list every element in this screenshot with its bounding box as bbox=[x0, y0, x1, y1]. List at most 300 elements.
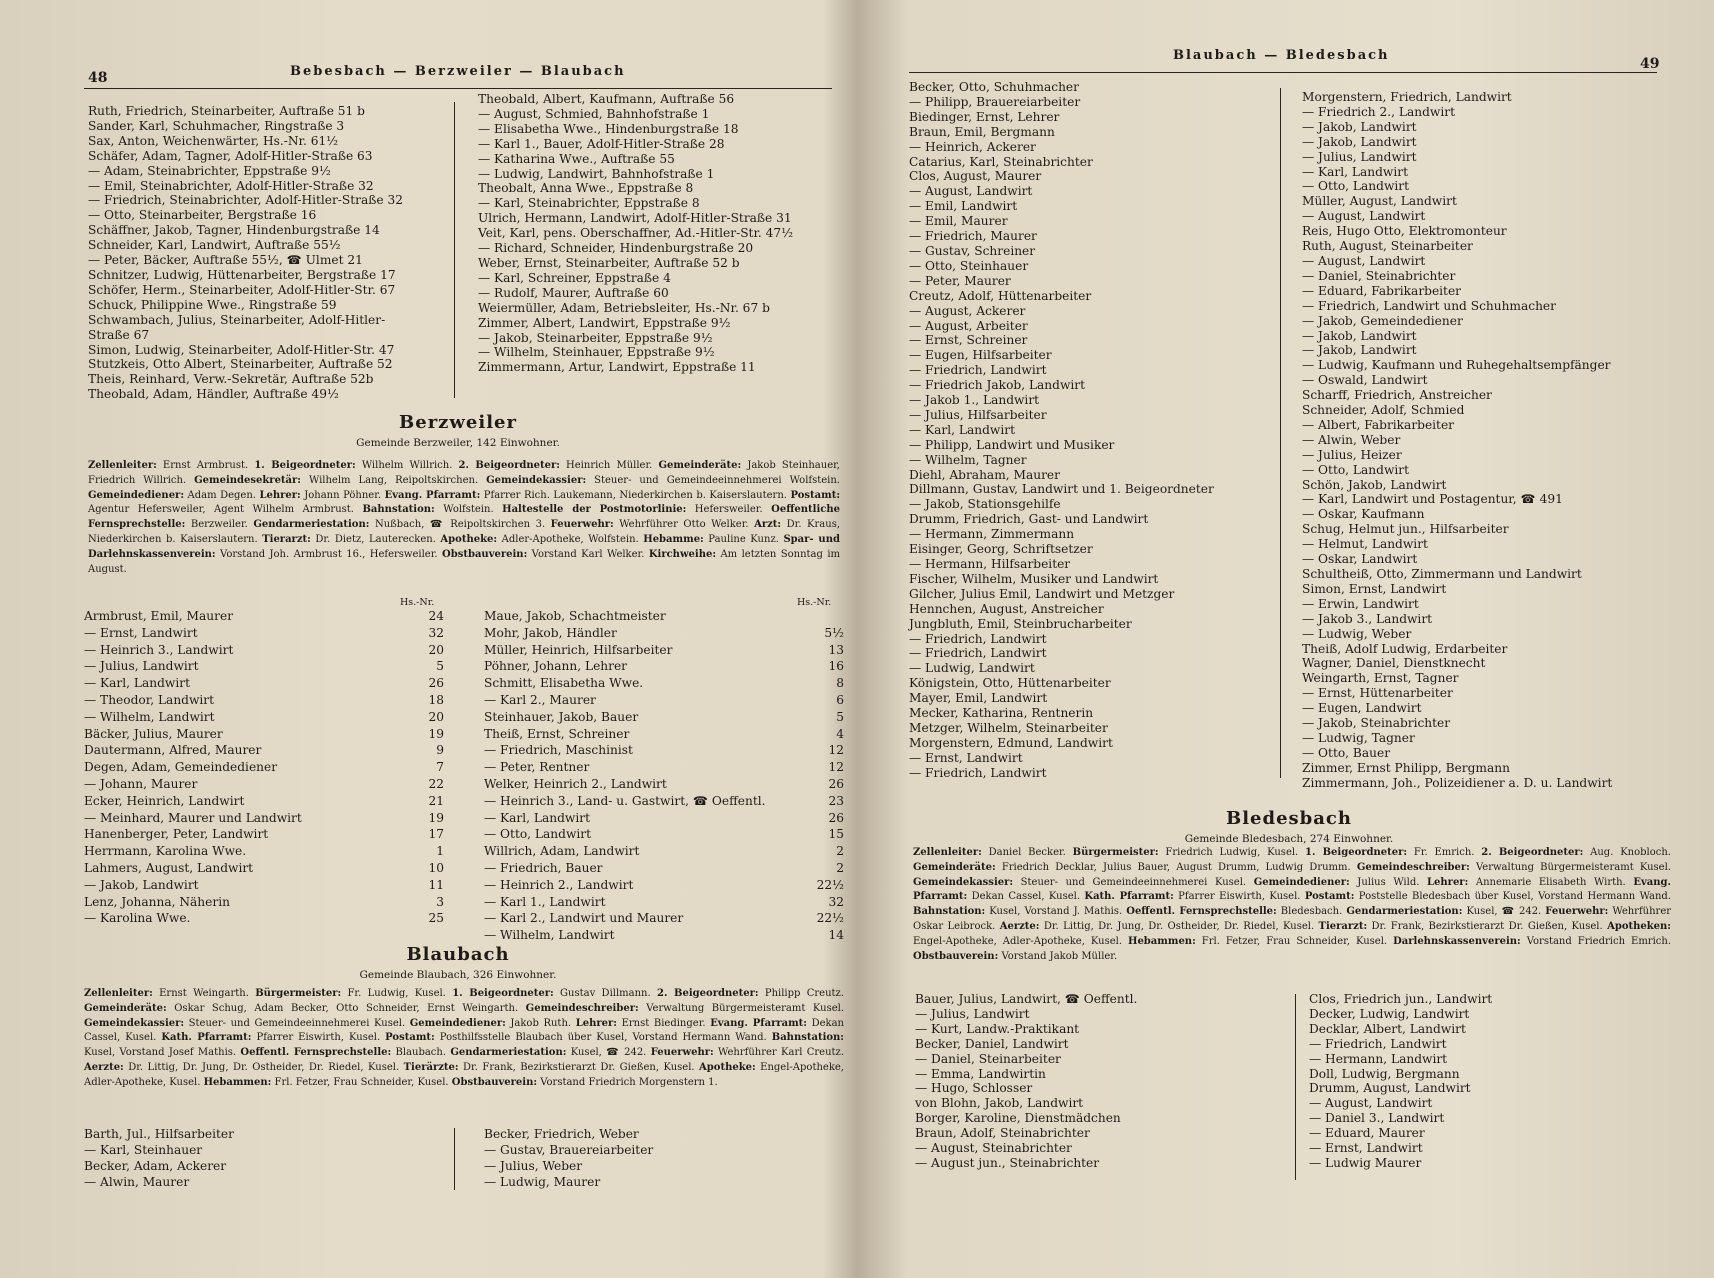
resident-row bbox=[484, 658, 844, 675]
resident-row bbox=[484, 826, 844, 843]
resident-entry: — Emil, Maurer bbox=[909, 214, 1008, 229]
resident-name: — Karl 1., Landwirt bbox=[484, 894, 606, 909]
resident-entry: Zimmermann, Joh., Polizeidiener a. D. u. Landwirt bbox=[1302, 775, 1613, 790]
house-number: 12 bbox=[828, 743, 844, 758]
resident-entry: — Jakob 3., Landwirt bbox=[1302, 611, 1433, 626]
house-number: 4 bbox=[836, 726, 844, 741]
resident-entry: — Friedrich, Landwirt bbox=[909, 363, 1047, 378]
blaubach-info: Zellenleiter: Ernst Weingarth. Bürgermeister: Fr. Ludwig, Kusel. 1. Beigeordneter: Gustav Dillmann. 2. Beigeordneter: Philipp Creutz. Gemeinderäte: Oskar Schug, Adam Becker, Otto Schneider, Ernst Weingarth. Gemeindeschreiber: Verwaltung Bürgermeisteramt Kusel. Gemeindekassier: Steuer- und Gemeindeeinnehmerei Kusel. Gemeindediener: Jakob Ruth. Lehrer: Ernst Biedinger. Evang. Pfarramt: Dekan Cassel, Kusel. Kath. Pfarramt: Pfarrer Eiswirth, Kusel. Postamt: Posthilfsstelle Blaubach über Kusel, Vorstand Hermann Wand. Bahnstation: Kusel, Vorstand Josef Mathis. Oeffentl. Fernsprechstelle: Blaubach. Gendarmeriestation: Kusel, ☎ 242. Feuerwehr: Wehrführer Karl Creutz. Aerzte: Dr. Littig, Dr. Jung, Dr. Ostheider, Dr. Riedel, Kusel. Tierärzte: Dr. Frank, Bezirkstierarzt Dr. Gießen, Kusel. Apotheke: Engel-Apotheke, Adler-Apotheke, Kusel. Hebammen: Frl. Fetzer, Frau Schneider, Kusel. Obstbauverein: Vorstand Friedrich Morgenstern 1. bbox=[84, 988, 845, 1088]
resident-entry: — Karl, Schreiner, Eppstraße 4 bbox=[478, 270, 671, 285]
resident-name: — Wilhelm, Landwirt bbox=[84, 709, 215, 724]
resident-entry: Braun, Emil, Bergmann bbox=[909, 124, 1055, 139]
resident-entry: — August, Landwirt bbox=[1309, 1096, 1433, 1111]
house-number: 26 bbox=[828, 810, 844, 825]
resident-entry: — Julius, Landwirt bbox=[915, 1006, 1030, 1021]
resident-name: — Theodor, Landwirt bbox=[84, 692, 215, 707]
resident-entry: Metzger, Wilhelm, Steinarbeiter bbox=[909, 720, 1108, 735]
resident-entry: — Hermann, Zimmermann bbox=[909, 527, 1075, 542]
resident-entry: — Otto, Steinhauer bbox=[909, 258, 1029, 273]
resident-row bbox=[84, 692, 444, 709]
resident-entry: — Ernst, Hüttenarbeiter bbox=[1302, 686, 1453, 701]
resident-entry: — August, Arbeiter bbox=[909, 318, 1028, 333]
resident-name: — Karl, Landwirt bbox=[84, 676, 190, 691]
resident-row bbox=[84, 877, 444, 894]
resident-entry: — Albert, Fabrikarbeiter bbox=[1302, 417, 1454, 432]
resident-entry: — Friedrich 2., Landwirt bbox=[1302, 104, 1455, 119]
house-number: 24 bbox=[428, 609, 444, 623]
resident-entry: — Alwin, Weber bbox=[1302, 432, 1401, 447]
resident-entry: — Ludwig, Weber bbox=[1302, 626, 1412, 641]
berzweiler-info: Zellenleiter: Ernst Armbrust. 1. Beigeordneter: Wilhelm Willrich. 2. Beigeordneter: Heinrich Müller. Gemeinderäte: Jakob Steinhauer, Friedrich Willrich. Gemeindesekretär: Wilhelm Lang, Reipoltskirchen. Gemeindekassier: Steuer- und Gemeindeeinnehmerei Wolfstein. Gemeindediener: Adam Degen. Lehrer: Johann Pöhner. Evang. Pfarramt: Pfarrer Rich. Laukemann, Niederkirchen b. Kaiserslautern. Postamt: Agentur Hefersweiler, Agent Wilhelm Armbrust. Bahnstation: Wolfstein. Haltestelle der Postmotorlinie: Hefersweiler. Oeffentliche Fernsprechstelle: Berzweiler. Gendarmeriestation: Nußbach, ☎ Reipoltskirchen 3. Feuerwehr: Wehrführer Otto Welker. Arzt: Dr. Kraus, Niederkirchen b. Kaiserslautern. Tierarzt: Dr. Dietz, Lauterecken. Apotheke: Adler-Apotheke, Wolfstein. Hebamme: Pauline Kunz. Spar- und Darlehnskassenverein: Vorstand Joh. Armbrust 16., Hefersweiler. Obstbauverein: Vorstand Karl Welker. Kirchweihe: Am letzten Sonntag im August. bbox=[88, 460, 841, 575]
resident-name: — Karolina Wwe. bbox=[84, 911, 191, 926]
right-page bbox=[875, 0, 1714, 1278]
resident-entry: Fischer, Wilhelm, Musiker und Landwirt bbox=[909, 571, 1159, 586]
house-number: 23 bbox=[828, 793, 844, 808]
resident-entry: — Eugen, Hilfsarbeiter bbox=[909, 348, 1052, 363]
resident-entry: — Ludwig, Landwirt, Bahnhofstraße 1 bbox=[478, 166, 715, 181]
house-number bbox=[800, 608, 844, 625]
right-running-header: Blaubach — Bledesbach bbox=[1173, 48, 1390, 63]
resident-entry: — Eduard, Fabrikarbeiter bbox=[1302, 283, 1461, 298]
house-number: 22 bbox=[428, 776, 444, 791]
resident-entry: Veit, Karl, pens. Oberschaffner, Ad.-Hitler-Str. 47½ bbox=[478, 226, 794, 241]
resident-row bbox=[84, 726, 444, 743]
resident-name: Herrmann, Karolina Wwe. bbox=[84, 844, 247, 859]
resident-row bbox=[484, 709, 844, 726]
resident-entry: — Friedrich, Landwirt bbox=[909, 646, 1047, 661]
resident-entry: Königstein, Otto, Hüttenarbeiter bbox=[909, 676, 1111, 691]
resident-row bbox=[484, 776, 844, 793]
resident-entry: Schultheiß, Otto, Zimmermann und Landwirt bbox=[1302, 567, 1582, 581]
resident-row bbox=[484, 910, 844, 927]
resident-entry: — August, Landwirt bbox=[1302, 253, 1426, 268]
berzweiler-subtitle: Gemeinde Berzweiler, 142 Einwohner. bbox=[356, 437, 560, 449]
resident-entry: Simon, Ernst, Landwirt bbox=[1302, 581, 1447, 596]
resident-entry: — Gustav, Brauereiarbeiter bbox=[484, 1143, 654, 1157]
house-number: 11 bbox=[428, 877, 444, 892]
resident-entry: Schneider, Karl, Landwirt, Auftraße 55½ bbox=[88, 238, 341, 253]
house-number: 13 bbox=[828, 642, 844, 657]
resident-row bbox=[84, 608, 444, 625]
resident-entry: — Friedrich, Steinabrichter, Adolf-Hitler-Straße 32 bbox=[88, 193, 404, 208]
hs-nr-label: Hs.-Nr. bbox=[400, 597, 435, 608]
resident-row bbox=[484, 726, 844, 743]
resident-entry: — Adam, Steinabrichter, Eppstraße 9½ bbox=[88, 163, 331, 178]
house-number: 9 bbox=[436, 743, 444, 758]
house-number: 5 bbox=[436, 659, 444, 674]
resident-row bbox=[484, 843, 844, 860]
resident-entry: Zimmer, Albert, Landwirt, Eppstraße 9½ bbox=[478, 315, 731, 330]
resident-row bbox=[484, 759, 844, 776]
house-number: 18 bbox=[428, 692, 444, 707]
resident-entry: — Daniel 3., Landwirt bbox=[1309, 1111, 1445, 1126]
column-divider bbox=[454, 102, 455, 398]
resident-entry: Diehl, Abraham, Maurer bbox=[909, 467, 1060, 482]
resident-entry: — August, Landwirt bbox=[1302, 209, 1426, 224]
resident-row bbox=[484, 625, 844, 642]
resident-entry: Doll, Ludwig, Bergmann bbox=[1309, 1066, 1460, 1081]
resident-entry: — Ludwig, Landwirt bbox=[909, 661, 1035, 676]
resident-entry: Becker, Friedrich, Weber bbox=[484, 1127, 639, 1141]
resident-row bbox=[84, 658, 444, 675]
resident-entry: Clos, August, Maurer bbox=[909, 169, 1042, 184]
resident-entry: Schäfer, Adam, Tagner, Adolf-Hitler-Straße 63 bbox=[88, 148, 373, 163]
resident-entry: — Otto, Steinarbeiter, Bergstraße 16 bbox=[88, 208, 317, 223]
resident-name: — Friedrich, Maschinist bbox=[484, 743, 633, 758]
resident-entry: — Oswald, Landwirt bbox=[1302, 373, 1428, 388]
resident-name: — Wilhelm, Landwirt bbox=[484, 928, 615, 943]
resident-entry: Sander, Karl, Schuhmacher, Ringstraße 3 bbox=[88, 118, 345, 133]
resident-row bbox=[484, 810, 844, 827]
resident-entry: — Ludwig Maurer bbox=[1309, 1155, 1422, 1170]
resident-name: Welker, Heinrich 2., Landwirt bbox=[484, 776, 667, 791]
resident-entry: Clos, Friedrich jun., Landwirt bbox=[1309, 992, 1493, 1006]
resident-entry: Bauer, Julius, Landwirt, ☎ Oeffentl. bbox=[915, 992, 1138, 1006]
house-number: 7 bbox=[436, 760, 444, 775]
resident-entry: — Ludwig, Tagner bbox=[1302, 730, 1415, 745]
house-number: 6 bbox=[836, 692, 844, 707]
resident-entry: — Alwin, Maurer bbox=[84, 1175, 190, 1189]
header-rule bbox=[84, 88, 832, 89]
resident-entry: Drumm, Friedrich, Gast- und Landwirt bbox=[909, 512, 1149, 527]
resident-entry: — August, Steinabrichter bbox=[915, 1141, 1072, 1156]
resident-entry: — Katharina Wwe., Auftraße 55 bbox=[478, 151, 675, 166]
resident-entry: — Jakob, Steinarbeiter, Eppstraße 9½ bbox=[478, 330, 713, 345]
resident-name: Schmitt, Elisabetha Wwe. bbox=[484, 676, 644, 691]
resident-name: Bäcker, Julius, Maurer bbox=[84, 726, 223, 741]
blaubach-left-column-2 bbox=[484, 1126, 653, 1190]
resident-entry: — Julius, Heizer bbox=[1302, 447, 1402, 462]
resident-entry: Dillmann, Gustav, Landwirt und 1. Beigeordneter bbox=[909, 482, 1214, 497]
left-running-header: Bebesbach — Berzweiler — Blaubach bbox=[290, 64, 626, 79]
bledesbach-column-2 bbox=[1309, 992, 1492, 1171]
resident-row bbox=[484, 894, 844, 911]
resident-row bbox=[84, 843, 444, 860]
resident-entry: — Friedrich, Maurer bbox=[909, 229, 1037, 244]
resident-name: — Johann, Maurer bbox=[84, 776, 198, 791]
resident-entry: Ruth, Friedrich, Steinarbeiter, Auftraße 51 b bbox=[88, 104, 365, 118]
resident-row bbox=[84, 625, 444, 642]
resident-name: — Ernst, Landwirt bbox=[84, 625, 198, 640]
resident-entry: Zimmermann, Artur, Landwirt, Eppstraße 11 bbox=[478, 360, 756, 375]
resident-name: Steinhauer, Jakob, Bauer bbox=[484, 709, 639, 724]
resident-name: — Julius, Landwirt bbox=[84, 659, 199, 674]
resident-entry: Hennchen, August, Anstreicher bbox=[909, 601, 1104, 616]
resident-name: Willrich, Adam, Landwirt bbox=[484, 844, 640, 859]
resident-entry: — Oskar, Landwirt bbox=[1302, 552, 1418, 567]
house-number: 25 bbox=[428, 911, 444, 926]
resident-entry: Catarius, Karl, Steinabrichter bbox=[909, 154, 1093, 169]
resident-name: Lenz, Johanna, Näherin bbox=[84, 894, 230, 909]
house-number: 10 bbox=[428, 860, 444, 875]
resident-entry: — Peter, Bäcker, Auftraße 55½, ☎ Ulmet 21 bbox=[88, 253, 363, 268]
house-number: 2 bbox=[836, 844, 844, 859]
resident-row bbox=[484, 927, 844, 944]
resident-name: — Meinhard, Maurer und Landwirt bbox=[84, 810, 302, 825]
resident-name: Theiß, Ernst, Schreiner bbox=[484, 726, 630, 741]
house-number: 16 bbox=[828, 659, 844, 674]
resident-entry: — Jakob, Landwirt bbox=[1302, 134, 1417, 149]
resident-entry: Schäffner, Jakob, Tagner, Hindenburgstraße 14 bbox=[88, 223, 380, 238]
resident-name: Armbrust, Emil, Maurer bbox=[84, 609, 234, 623]
resident-entry: — Gustav, Schreiner bbox=[909, 243, 1036, 258]
resident-name: — Peter, Rentner bbox=[484, 760, 590, 775]
resident-entry: — Karl, Landwirt und Postagentur, ☎ 491 bbox=[1302, 492, 1563, 507]
resident-entry: — Friedrich, Landwirt bbox=[909, 765, 1047, 780]
resident-entry: — Jakob, Landwirt bbox=[1302, 343, 1417, 358]
house-number: 21 bbox=[428, 793, 444, 808]
resident-entry: Theobalt, Anna Wwe., Eppstraße 8 bbox=[478, 181, 694, 196]
resident-entry: Schwambach, Julius, Steinarbeiter, Adolf-Hitler- bbox=[88, 312, 386, 327]
resident-entry: — Friedrich Jakob, Landwirt bbox=[909, 378, 1086, 393]
blaubach-left-column-1 bbox=[84, 1126, 234, 1190]
resident-name: Mohr, Jakob, Händler bbox=[484, 625, 617, 640]
resident-entry: — Daniel, Steinabrichter bbox=[1302, 268, 1456, 283]
resident-entry: Braun, Adolf, Steinabrichter bbox=[915, 1126, 1090, 1141]
resident-name: Hanenberger, Peter, Landwirt bbox=[84, 827, 269, 842]
resident-entry: Schöfer, Herm., Steinarbeiter, Adolf-Hitler-Str. 67 bbox=[88, 282, 396, 297]
resident-entry: — Emil, Landwirt bbox=[909, 199, 1018, 214]
resident-entry: Reis, Hugo Otto, Elektromonteur bbox=[1302, 224, 1507, 239]
resident-entry: — Kurt, Landw.-Praktikant bbox=[915, 1021, 1080, 1036]
resident-entry: — Daniel, Steinarbeiter bbox=[915, 1051, 1061, 1066]
resident-name: — Karl 2., Landwirt und Maurer bbox=[484, 911, 684, 926]
resident-entry: — August, Landwirt bbox=[909, 184, 1033, 199]
resident-entry: — Emma, Landwirtin bbox=[915, 1066, 1046, 1081]
resident-entry: — August, Ackerer bbox=[909, 303, 1026, 318]
resident-entry: — Julius, Landwirt bbox=[1302, 149, 1417, 164]
resident-name: Maue, Jakob, Schachtmeister bbox=[484, 609, 666, 623]
house-number: 1 bbox=[436, 844, 444, 859]
resident-entry: — Jakob, Landwirt bbox=[1302, 328, 1417, 343]
resident-entry: Scharff, Friedrich, Anstreicher bbox=[1302, 388, 1492, 403]
bledesbach-subtitle: Gemeinde Bledesbach, 274 Einwohner. bbox=[1184, 833, 1394, 845]
resident-entry: — Ernst, Landwirt bbox=[909, 750, 1023, 765]
resident-entry: — Wilhelm, Tagner bbox=[909, 452, 1027, 467]
resident-name: Pöhner, Johann, Lehrer bbox=[484, 659, 627, 674]
resident-entry: — Heinrich, Ackerer bbox=[909, 139, 1036, 154]
resident-entry: — Ernst, Schreiner bbox=[909, 333, 1028, 348]
resident-name: — Heinrich 2., Landwirt bbox=[484, 877, 634, 892]
resident-row bbox=[484, 860, 844, 877]
resident-entry: Ulrich, Hermann, Landwirt, Adolf-Hitler-Straße 31 bbox=[478, 211, 792, 226]
resident-entry: — Wilhelm, Steinhauer, Eppstraße 9½ bbox=[478, 345, 715, 360]
resident-entry: — Ernst, Landwirt bbox=[1309, 1141, 1423, 1156]
resident-entry: — Helmut, Landwirt bbox=[1302, 537, 1428, 552]
resident-entry: — Otto, Landwirt bbox=[1302, 179, 1409, 194]
resident-entry: — Peter, Maurer bbox=[909, 273, 1011, 288]
resident-name: — Heinrich 3., Land- u. Gastwirt, ☎ Oeffentl. bbox=[484, 793, 766, 808]
resident-entry: Ruth, August, Steinarbeiter bbox=[1302, 239, 1473, 254]
resident-entry: Theis, Reinhard, Verw.-Sekretär, Auftraße 52b bbox=[88, 372, 374, 387]
resident-entry: — Otto, Landwirt bbox=[1302, 462, 1409, 477]
resident-entry: Wagner, Daniel, Dienstknecht bbox=[1302, 656, 1486, 671]
resident-row bbox=[84, 793, 444, 810]
resident-name: Dautermann, Alfred, Maurer bbox=[84, 743, 262, 758]
resident-name: Lahmers, August, Landwirt bbox=[84, 860, 254, 875]
resident-entry: — Ludwig, Kaufmann und Ruhegehaltsempfänger bbox=[1302, 358, 1611, 373]
resident-entry: — Karl, Steinhauer bbox=[84, 1143, 203, 1157]
resident-row bbox=[484, 793, 844, 810]
resident-entry: — Julius, Weber bbox=[484, 1159, 583, 1173]
resident-row bbox=[84, 709, 444, 726]
resident-entry: — Rudolf, Maurer, Auftraße 60 bbox=[478, 285, 669, 300]
blaubach-heading bbox=[84, 944, 832, 981]
resident-entry: — Jakob, Landwirt bbox=[1302, 119, 1417, 134]
resident-entry: — Karl, Steinabrichter, Eppstraße 8 bbox=[478, 196, 700, 211]
resident-entry: Theobald, Albert, Kaufmann, Auftraße 56 bbox=[478, 92, 735, 106]
resident-entry: — August, Schmied, Bahnhofstraße 1 bbox=[478, 106, 710, 121]
resident-row bbox=[484, 675, 844, 692]
resident-entry: — Karl, Landwirt bbox=[1302, 164, 1408, 179]
resident-entry: — Julius, Hilfsarbeiter bbox=[909, 407, 1047, 422]
resident-entry: — Jakob, Stationsgehilfe bbox=[909, 497, 1061, 512]
resident-entry: Weiermüller, Adam, Betriebsleiter, Hs.-Nr. 67 b bbox=[478, 300, 770, 315]
resident-entry: von Blohn, Jakob, Landwirt bbox=[915, 1096, 1084, 1111]
house-number: 12 bbox=[828, 760, 844, 775]
resident-entry: — Philipp, Landwirt und Musiker bbox=[909, 437, 1115, 452]
resident-row bbox=[84, 894, 444, 911]
left-page-number: 48 bbox=[88, 70, 108, 86]
resident-entry: Mecker, Katharina, Rentnerin bbox=[909, 706, 1094, 721]
resident-entry: Morgenstern, Edmund, Landwirt bbox=[909, 735, 1113, 750]
resident-entry: Müller, August, Landwirt bbox=[1302, 194, 1457, 209]
berzweiler-column-2 bbox=[484, 608, 844, 944]
left-top-column-1 bbox=[88, 104, 403, 402]
house-number: 20 bbox=[428, 709, 444, 724]
resident-entry: Theobald, Adam, Händler, Auftraße 49½ bbox=[88, 387, 339, 402]
resident-row bbox=[484, 608, 844, 625]
resident-name: Ecker, Heinrich, Landwirt bbox=[84, 793, 245, 808]
resident-entry: — Karl, Landwirt bbox=[909, 422, 1015, 437]
berzweiler-heading bbox=[84, 412, 832, 449]
resident-entry: Becker, Daniel, Landwirt bbox=[915, 1036, 1069, 1051]
resident-entry: Morgenstern, Friedrich, Landwirt bbox=[1302, 90, 1512, 104]
bledesbach-info: Zellenleiter: Daniel Becker. Bürgermeister: Friedrich Ludwig, Kusel. 1. Beigeordneter: Fr. Emrich. 2. Beigeordneter: Aug. Knobloch. Gemeinderäte: Friedrich Decklar, Julius Bauer, August Drumm, Ludwig Drumm. Gemeindeschreiber: Verwaltung Bürgermeisteramt Kusel. Gemeindekassier: Steuer- und Gemeindeeinnehmerei Kusel. Gemeindediener: Julius Wild. Lehrer: Annemarie Elisabeth Wirth. Evang. Pfarramt: Dekan Cassel, Kusel. Kath. Pfarramt: Pfarrer Eiswirth, Kusel. Postamt: Poststelle Bledesbach über Kusel, Vorstand Hermann Wand. Bahnstation: Kusel, Vorstand J. Mathis. Oeffentl. Fernsprechstelle: Bledesbach. Gendarmeriestation: Kusel, ☎ 242. Feuerwehr: Wehrführer Oskar Leibrock. Aerzte: Dr. Littig, Dr. Jung, Dr. Ostheider, Dr. Riedel, Kusel. Tierarzt: Dr. Frank, Bezirkstierarzt Dr. Gießen, Kusel. Apotheken: Engel-Apotheke, Adler-Apotheke, Kusel. Hebammen: Frl. Fetzer, Frau Schneider, Kusel. Darlehnskassenverein: Vorstand Friedrich Emrich. Obstbauverein: Vorstand Jakob Müller. bbox=[913, 847, 1672, 962]
resident-row bbox=[84, 910, 444, 927]
bledesbach-column-1 bbox=[915, 992, 1137, 1171]
resident-entry: — Friedrich, Landwirt bbox=[1309, 1036, 1447, 1051]
resident-name: — Karl 2., Maurer bbox=[484, 692, 596, 707]
right-top-column-2 bbox=[1302, 90, 1612, 791]
hs-nr-label: Hs.-Nr. bbox=[797, 597, 832, 608]
resident-entry: — Erwin, Landwirt bbox=[1302, 596, 1419, 611]
resident-entry: — Eugen, Landwirt bbox=[1302, 701, 1422, 716]
resident-entry: Becker, Adam, Ackerer bbox=[84, 1159, 227, 1173]
resident-row bbox=[84, 810, 444, 827]
resident-entry: — Jakob 1., Landwirt bbox=[909, 393, 1040, 408]
resident-entry: Schön, Jakob, Landwirt bbox=[1302, 477, 1447, 492]
column-divider bbox=[454, 1128, 455, 1190]
resident-entry: Straße 67 bbox=[88, 327, 150, 342]
resident-entry: Weingarth, Ernst, Tagner bbox=[1302, 671, 1459, 686]
resident-name: — Jakob, Landwirt bbox=[84, 877, 199, 892]
left-top-column-2 bbox=[478, 92, 793, 375]
house-number: 14 bbox=[828, 928, 844, 943]
resident-entry: — Ludwig, Maurer bbox=[484, 1175, 601, 1189]
house-number: 26 bbox=[428, 676, 444, 691]
resident-entry: Schneider, Adolf, Schmied bbox=[1302, 403, 1465, 418]
resident-name: — Heinrich 3., Landwirt bbox=[84, 642, 234, 657]
resident-row bbox=[84, 860, 444, 877]
resident-name: — Friedrich, Bauer bbox=[484, 860, 603, 875]
header-rule bbox=[909, 72, 1657, 73]
resident-row bbox=[484, 692, 844, 709]
blaubach-title: Blaubach bbox=[406, 944, 510, 965]
resident-entry: Drumm, August, Landwirt bbox=[1309, 1081, 1471, 1096]
house-number: 32 bbox=[428, 625, 444, 640]
resident-entry: Zimmer, Ernst Philipp, Bergmann bbox=[1302, 760, 1510, 775]
resident-entry: Schug, Helmut jun., Hilfsarbeiter bbox=[1302, 522, 1509, 537]
resident-name: Degen, Adam, Gemeindediener bbox=[84, 760, 278, 775]
house-number: 22½ bbox=[816, 911, 844, 926]
resident-entry: Weber, Ernst, Steinarbeiter, Auftraße 52 b bbox=[478, 255, 740, 270]
house-number: 20 bbox=[428, 642, 444, 657]
house-number: 2 bbox=[836, 860, 844, 875]
resident-entry: — Hermann, Landwirt bbox=[1309, 1051, 1448, 1066]
house-number: 8 bbox=[836, 676, 844, 691]
resident-entry: — August jun., Steinabrichter bbox=[915, 1155, 1100, 1170]
resident-entry: — Jakob, Steinabrichter bbox=[1302, 716, 1451, 731]
resident-entry: — Philipp, Brauereiarbeiter bbox=[909, 94, 1081, 109]
resident-entry: Barth, Jul., Hilfsarbeiter bbox=[84, 1127, 234, 1141]
resident-entry: — Jakob, Gemeindediener bbox=[1302, 313, 1463, 328]
resident-entry: — Otto, Bauer bbox=[1302, 745, 1391, 760]
resident-entry: Schnitzer, Ludwig, Hüttenarbeiter, Bergstraße 17 bbox=[88, 267, 396, 282]
resident-entry: — Elisabetha Wwe., Hindenburgstraße 18 bbox=[478, 121, 739, 136]
resident-row bbox=[484, 642, 844, 659]
column-divider bbox=[1295, 994, 1296, 1180]
resident-entry: Gilcher, Julius Emil, Landwirt und Metzger bbox=[909, 586, 1175, 601]
resident-entry: — Friedrich, Landwirt bbox=[909, 631, 1047, 646]
house-number: 5½ bbox=[824, 625, 844, 640]
resident-row bbox=[84, 742, 444, 759]
resident-row bbox=[84, 776, 444, 793]
resident-entry: — Richard, Schneider, Hindenburgstraße 20 bbox=[478, 241, 754, 256]
resident-entry: Decklar, Albert, Landwirt bbox=[1309, 1021, 1466, 1036]
house-number: 3 bbox=[436, 894, 444, 909]
resident-entry: — Oskar, Kaufmann bbox=[1302, 507, 1425, 522]
house-number: 19 bbox=[428, 726, 444, 741]
resident-entry: Sax, Anton, Weichenwärter, Hs.-Nr. 61½ bbox=[88, 133, 339, 148]
house-number: 15 bbox=[828, 827, 844, 842]
berzweiler-column-1 bbox=[84, 608, 444, 927]
resident-entry: Biedinger, Ernst, Lehrer bbox=[909, 109, 1060, 124]
resident-entry: Theiß, Adolf Ludwig, Erdarbeiter bbox=[1302, 641, 1508, 656]
resident-row bbox=[84, 826, 444, 843]
right-top-column-1 bbox=[909, 80, 1214, 781]
column-divider bbox=[1280, 88, 1281, 778]
berzweiler-title: Berzweiler bbox=[399, 412, 517, 433]
resident-entry: Creutz, Adolf, Hüttenarbeiter bbox=[909, 288, 1092, 303]
bledesbach-title: Bledesbach bbox=[1226, 808, 1352, 829]
resident-entry: Simon, Ludwig, Steinarbeiter, Adolf-Hitler-Str. 47 bbox=[88, 342, 395, 357]
house-number: 26 bbox=[828, 776, 844, 791]
resident-entry: Stutzkeis, Otto Albert, Steinarbeiter, Auftraße 52 bbox=[88, 357, 393, 372]
bledesbach-heading bbox=[909, 808, 1669, 845]
blaubach-subtitle: Gemeinde Blaubach, 326 Einwohner. bbox=[359, 969, 557, 981]
resident-entry: — Hermann, Hilfsarbeiter bbox=[909, 557, 1071, 571]
house-number: 32 bbox=[828, 894, 844, 909]
resident-entry: Becker, Otto, Schuhmacher bbox=[909, 80, 1079, 94]
resident-name: — Karl, Landwirt bbox=[484, 810, 590, 825]
resident-row bbox=[84, 759, 444, 776]
house-number: 17 bbox=[428, 827, 444, 842]
house-number: 22½ bbox=[816, 877, 844, 892]
resident-entry: Jungbluth, Emil, Steinbrucharbeiter bbox=[909, 616, 1132, 631]
resident-name: Müller, Heinrich, Hilfsarbeiter bbox=[484, 642, 673, 657]
house-number: 5 bbox=[836, 709, 844, 724]
